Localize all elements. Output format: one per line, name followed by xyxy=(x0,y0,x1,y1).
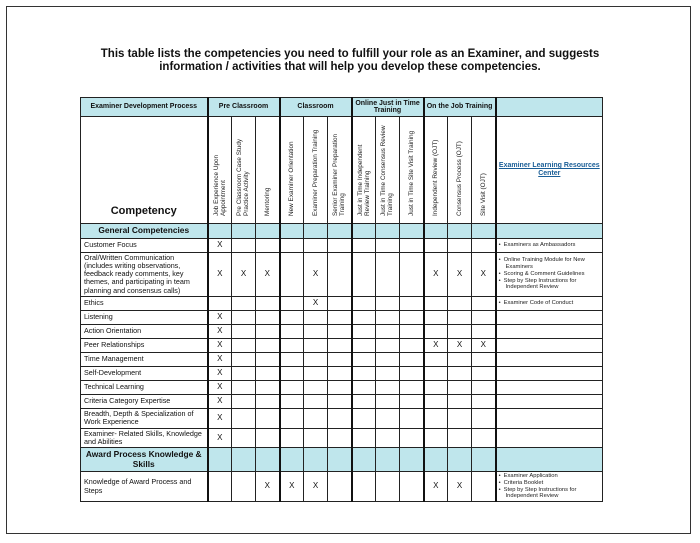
competency-label: Customer Focus xyxy=(81,238,208,252)
mark-cell xyxy=(328,472,352,502)
mark-cell xyxy=(208,472,232,502)
mark-cell: X xyxy=(256,472,280,502)
section-cell xyxy=(304,224,328,239)
resource-item: • Step by Step Instructions for Independent Review xyxy=(499,278,601,291)
competency-label: Examiner- Related Skills, Knowledge and Abilities xyxy=(81,428,208,448)
mark-cell: X xyxy=(424,252,448,296)
mark-cell xyxy=(448,408,472,428)
activity-header-1 xyxy=(232,117,256,224)
mark-cell xyxy=(352,428,376,448)
mark-cell xyxy=(400,310,424,324)
mark-cell xyxy=(400,238,424,252)
mark-cell xyxy=(424,238,448,252)
mark-cell xyxy=(400,252,424,296)
mark-cell xyxy=(328,252,352,296)
mark-cell xyxy=(280,366,304,380)
group-header-row xyxy=(81,98,603,117)
resources-cell xyxy=(496,366,603,380)
mark-cell xyxy=(328,324,352,338)
mark-cell: X xyxy=(208,366,232,380)
mark-cell xyxy=(472,380,496,394)
competency-label: Ethics xyxy=(81,296,208,310)
activity-label: Independent Review (OJT) xyxy=(432,139,440,216)
resources-cell xyxy=(496,428,603,448)
section-cell xyxy=(256,448,280,472)
group-blank xyxy=(496,98,603,117)
mark-cell xyxy=(256,428,280,448)
mark-cell xyxy=(208,296,232,310)
mark-cell xyxy=(256,296,280,310)
mark-cell xyxy=(424,324,448,338)
section-cell xyxy=(472,448,496,472)
resource-item: • Examiner Application xyxy=(499,473,601,480)
section-title: Award Process Knowledge & Skills xyxy=(81,448,208,472)
competency-heading: Competency xyxy=(81,117,208,224)
mark-cell xyxy=(328,408,352,428)
mark-cell: X xyxy=(208,428,232,448)
examiner-development-label: Examiner Development Process xyxy=(81,98,208,117)
mark-cell xyxy=(376,394,400,408)
competency-row xyxy=(81,324,603,338)
mark-cell xyxy=(304,324,328,338)
mark-cell xyxy=(400,472,424,502)
section-cell xyxy=(472,224,496,239)
activity-header-row xyxy=(81,117,603,224)
competency-label: Peer Relationships xyxy=(81,338,208,352)
mark-cell: X xyxy=(208,252,232,296)
mark-cell: X xyxy=(256,252,280,296)
mark-cell xyxy=(232,366,256,380)
mark-cell xyxy=(256,324,280,338)
mark-cell: X xyxy=(208,408,232,428)
mark-cell: X xyxy=(472,252,496,296)
mark-cell xyxy=(352,324,376,338)
activity-header-10 xyxy=(448,117,472,224)
mark-cell xyxy=(328,338,352,352)
section-cell xyxy=(400,448,424,472)
competency-row xyxy=(81,310,603,324)
activity-header-4 xyxy=(304,117,328,224)
mark-cell xyxy=(376,408,400,428)
section-cell xyxy=(496,224,603,239)
mark-cell xyxy=(328,394,352,408)
section-cell xyxy=(208,448,232,472)
mark-cell xyxy=(256,408,280,428)
mark-cell xyxy=(448,296,472,310)
mark-cell xyxy=(232,394,256,408)
activity-label: Mentoring xyxy=(263,187,271,216)
section-cell xyxy=(352,224,376,239)
mark-cell xyxy=(280,408,304,428)
competency-label: Listening xyxy=(81,310,208,324)
section-header-row xyxy=(81,224,603,239)
competency-label: Action Orientation xyxy=(81,324,208,338)
competency-row xyxy=(81,252,603,296)
activity-header-8 xyxy=(400,117,424,224)
activity-label: Examiner Preparation Training xyxy=(311,129,319,216)
mark-cell xyxy=(448,238,472,252)
mark-cell xyxy=(424,380,448,394)
mark-cell xyxy=(376,238,400,252)
activity-label: Site Visit (OJT) xyxy=(479,173,487,216)
section-header-row xyxy=(81,448,603,472)
activity-label: Just in Time Consensus Review Training xyxy=(380,125,395,216)
group-classroom: Classroom xyxy=(280,98,352,117)
mark-cell xyxy=(280,252,304,296)
competency-row xyxy=(81,338,603,352)
resources-cell xyxy=(496,408,603,428)
intro-line-2: information / activities that will help you develop these competencies. xyxy=(159,61,541,73)
mark-cell xyxy=(232,380,256,394)
mark-cell xyxy=(352,252,376,296)
mark-cell xyxy=(472,310,496,324)
section-cell xyxy=(208,224,232,239)
mark-cell xyxy=(424,366,448,380)
section-cell xyxy=(232,224,256,239)
mark-cell xyxy=(304,238,328,252)
activity-label: Just in Time Independent Review Training xyxy=(356,144,371,216)
mark-cell xyxy=(376,352,400,366)
activity-label: New Examiner Orientation xyxy=(288,141,296,216)
resources-cell xyxy=(496,310,603,324)
mark-cell xyxy=(472,238,496,252)
mark-cell xyxy=(304,352,328,366)
activity-header-3 xyxy=(280,117,304,224)
mark-cell xyxy=(400,352,424,366)
mark-cell xyxy=(328,366,352,380)
competency-label: Breadth, Depth & Specialization of Work Experience xyxy=(81,408,208,428)
competency-label: Criteria Category Expertise xyxy=(81,394,208,408)
section-title: General Competencies xyxy=(81,224,208,239)
mark-cell xyxy=(352,238,376,252)
mark-cell xyxy=(304,408,328,428)
mark-cell xyxy=(424,428,448,448)
mark-cell xyxy=(400,428,424,448)
intro-text xyxy=(40,48,660,74)
resource-item: • Examiner Code of Conduct xyxy=(499,300,601,307)
competency-label: Technical Learning xyxy=(81,380,208,394)
mark-cell xyxy=(376,380,400,394)
mark-cell xyxy=(328,296,352,310)
mark-cell xyxy=(304,394,328,408)
mark-cell xyxy=(400,380,424,394)
mark-cell: X xyxy=(232,252,256,296)
section-cell xyxy=(328,448,352,472)
mark-cell xyxy=(400,394,424,408)
resources-cell xyxy=(496,338,603,352)
section-cell xyxy=(376,448,400,472)
resources-cell xyxy=(496,324,603,338)
competency-label: Knowledge of Award Process and Steps xyxy=(81,472,208,502)
activity-header-6 xyxy=(352,117,376,224)
section-cell xyxy=(256,224,280,239)
mark-cell xyxy=(256,380,280,394)
competency-row xyxy=(81,428,603,448)
mark-cell: X xyxy=(448,472,472,502)
mark-cell xyxy=(424,310,448,324)
mark-cell xyxy=(448,324,472,338)
competency-table xyxy=(80,97,603,502)
section-cell xyxy=(400,224,424,239)
resources-cell xyxy=(496,252,603,296)
mark-cell xyxy=(472,394,496,408)
intro-line-1: This table lists the competencies you need to fulfill your role as an Examiner, and suggests xyxy=(100,48,600,60)
competency-row xyxy=(81,352,603,366)
mark-cell xyxy=(424,394,448,408)
section-cell xyxy=(304,448,328,472)
section-cell xyxy=(424,448,448,472)
mark-cell xyxy=(280,310,304,324)
mark-cell xyxy=(448,366,472,380)
activity-header-2 xyxy=(256,117,280,224)
mark-cell xyxy=(328,352,352,366)
mark-cell: X xyxy=(448,338,472,352)
mark-cell: X xyxy=(208,352,232,366)
mark-cell xyxy=(352,310,376,324)
resources-cell xyxy=(496,472,603,502)
section-cell xyxy=(496,448,603,472)
mark-cell xyxy=(472,366,496,380)
group-pre-classroom: Pre Classroom xyxy=(208,98,280,117)
mark-cell xyxy=(472,352,496,366)
mark-cell: X xyxy=(304,472,328,502)
mark-cell xyxy=(232,296,256,310)
activity-header-7 xyxy=(376,117,400,224)
competency-label: Oral/Written Communication (includes writing observations, feedback ready comments, key themes, and participating in team planning and consensus calls) xyxy=(81,252,208,296)
competency-row xyxy=(81,238,603,252)
mark-cell xyxy=(448,310,472,324)
mark-cell xyxy=(232,408,256,428)
mark-cell xyxy=(352,380,376,394)
mark-cell: X xyxy=(472,338,496,352)
mark-cell xyxy=(376,338,400,352)
mark-cell xyxy=(304,428,328,448)
competency-label: Self-Development xyxy=(81,366,208,380)
mark-cell xyxy=(256,366,280,380)
resources-cell xyxy=(496,238,603,252)
mark-cell xyxy=(424,408,448,428)
mark-cell xyxy=(472,472,496,502)
resource-item: • Online Training Module for New Examiners xyxy=(499,257,601,270)
mark-cell xyxy=(304,310,328,324)
mark-cell xyxy=(376,472,400,502)
mark-cell xyxy=(424,352,448,366)
mark-cell xyxy=(256,394,280,408)
mark-cell xyxy=(256,338,280,352)
mark-cell xyxy=(280,338,304,352)
section-cell xyxy=(232,448,256,472)
mark-cell xyxy=(256,352,280,366)
mark-cell: X xyxy=(208,338,232,352)
activity-label: Consensus Process (OJT) xyxy=(455,141,463,216)
mark-cell xyxy=(280,394,304,408)
mark-cell xyxy=(304,338,328,352)
mark-cell xyxy=(376,324,400,338)
mark-cell xyxy=(400,338,424,352)
competency-row xyxy=(81,408,603,428)
activity-label: Pre Classroom Case Study Practice Activity xyxy=(236,138,251,216)
mark-cell xyxy=(448,428,472,448)
resources-cell xyxy=(496,380,603,394)
mark-cell: X xyxy=(208,310,232,324)
resources-cell xyxy=(496,394,603,408)
mark-cell xyxy=(352,472,376,502)
mark-cell xyxy=(232,472,256,502)
mark-cell xyxy=(400,324,424,338)
resources-cell xyxy=(496,296,603,310)
section-cell xyxy=(352,448,376,472)
resources-cell xyxy=(496,352,603,366)
mark-cell xyxy=(280,324,304,338)
mark-cell: X xyxy=(304,296,328,310)
section-cell xyxy=(328,224,352,239)
mark-cell xyxy=(304,380,328,394)
mark-cell xyxy=(376,366,400,380)
mark-cell xyxy=(280,352,304,366)
section-cell xyxy=(448,224,472,239)
mark-cell: X xyxy=(280,472,304,502)
mark-cell xyxy=(448,380,472,394)
competency-row xyxy=(81,296,603,310)
mark-cell xyxy=(424,296,448,310)
resource-item: • Criteria Booklet xyxy=(499,480,601,487)
mark-cell xyxy=(304,366,328,380)
mark-cell xyxy=(280,238,304,252)
mark-cell xyxy=(328,238,352,252)
mark-cell xyxy=(232,310,256,324)
mark-cell xyxy=(352,296,376,310)
mark-cell: X xyxy=(424,338,448,352)
section-cell xyxy=(424,224,448,239)
mark-cell xyxy=(352,394,376,408)
competency-row xyxy=(81,472,603,502)
mark-cell xyxy=(256,238,280,252)
competency-label: Time Management xyxy=(81,352,208,366)
mark-cell xyxy=(400,408,424,428)
mark-cell xyxy=(400,366,424,380)
resource-item: • Scoring & Comment Guidelines xyxy=(499,271,601,278)
mark-cell xyxy=(472,428,496,448)
section-cell xyxy=(280,448,304,472)
resource-item: • Step by Step Instructions for Independent Review xyxy=(499,487,601,500)
mark-cell xyxy=(352,352,376,366)
mark-cell xyxy=(232,238,256,252)
mark-cell xyxy=(280,380,304,394)
activity-header-9 xyxy=(424,117,448,224)
mark-cell xyxy=(472,408,496,428)
mark-cell xyxy=(232,324,256,338)
resource-item: • Examiners as Ambassadors xyxy=(499,242,601,249)
mark-cell xyxy=(232,338,256,352)
mark-cell: X xyxy=(424,472,448,502)
mark-cell xyxy=(328,428,352,448)
mark-cell xyxy=(376,428,400,448)
group-on-the-job: On the Job Training xyxy=(424,98,496,117)
activity-label: Senior Examiner Preparation Training xyxy=(332,133,347,216)
activity-label: Just in Time Site Visit Training xyxy=(407,130,415,216)
activity-label: Job Experience Upon Appointment xyxy=(212,154,227,216)
competency-row xyxy=(81,394,603,408)
mark-cell xyxy=(232,428,256,448)
mark-cell: X xyxy=(208,394,232,408)
mark-cell xyxy=(352,366,376,380)
mark-cell xyxy=(328,380,352,394)
section-cell xyxy=(448,448,472,472)
mark-cell xyxy=(352,408,376,428)
mark-cell xyxy=(352,338,376,352)
mark-cell xyxy=(280,428,304,448)
activity-header-5 xyxy=(328,117,352,224)
activity-header-11 xyxy=(472,117,496,224)
mark-cell: X xyxy=(208,238,232,252)
mark-cell xyxy=(280,296,304,310)
section-cell xyxy=(280,224,304,239)
group-online-jit: Online Just in Time Training xyxy=(352,98,424,117)
mark-cell xyxy=(472,324,496,338)
mark-cell xyxy=(376,252,400,296)
mark-cell xyxy=(472,296,496,310)
mark-cell: X xyxy=(208,324,232,338)
mark-cell xyxy=(448,394,472,408)
mark-cell xyxy=(400,296,424,310)
mark-cell xyxy=(256,310,280,324)
mark-cell: X xyxy=(208,380,232,394)
resources-center-heading: Examiner Learning Resources Center xyxy=(496,117,603,224)
mark-cell xyxy=(232,352,256,366)
mark-cell xyxy=(376,296,400,310)
competency-row xyxy=(81,366,603,380)
competency-row xyxy=(81,380,603,394)
section-cell xyxy=(376,224,400,239)
mark-cell xyxy=(448,352,472,366)
activity-header-0 xyxy=(208,117,232,224)
mark-cell xyxy=(328,310,352,324)
mark-cell xyxy=(376,310,400,324)
mark-cell: X xyxy=(448,252,472,296)
mark-cell: X xyxy=(304,252,328,296)
